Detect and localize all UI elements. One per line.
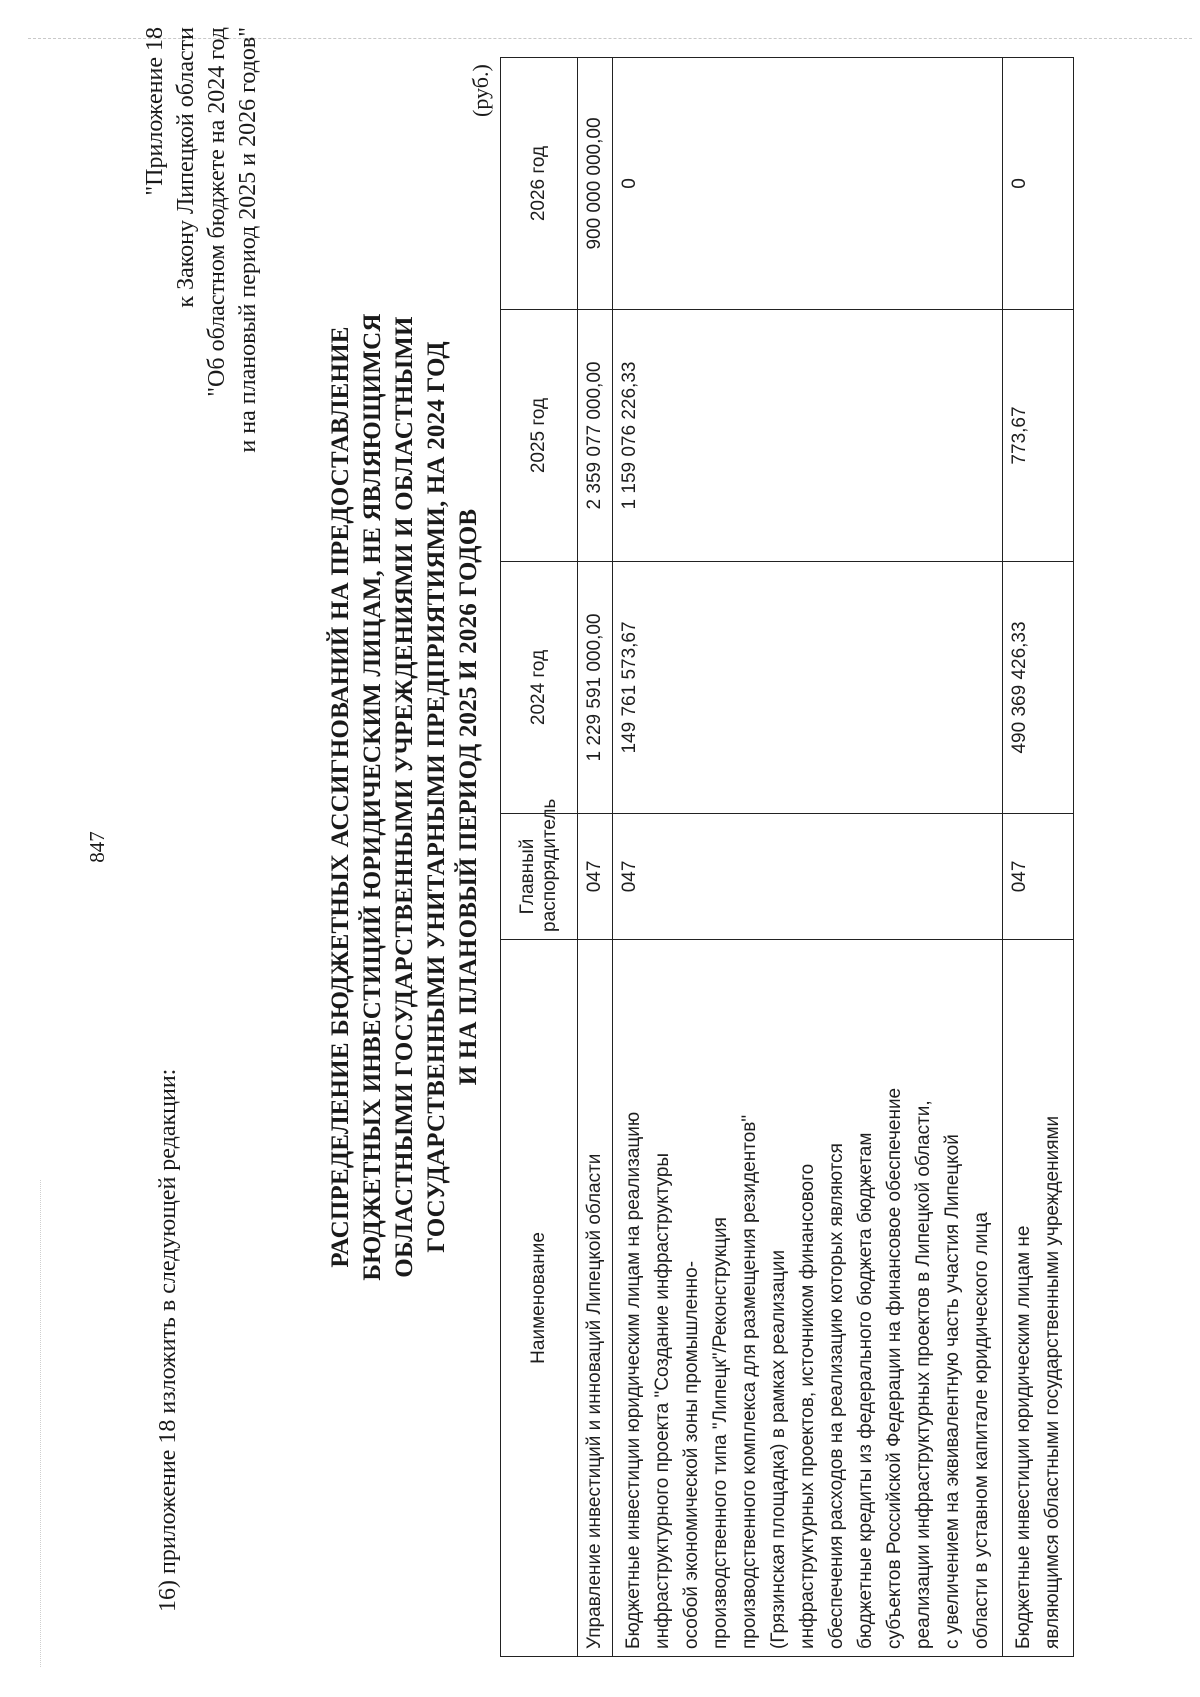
cell-2026: 0 (613, 58, 1003, 310)
cell-2026: 0 (1003, 58, 1074, 310)
header-grbs: Главный распорядитель (501, 813, 578, 939)
header-name: Наименование (501, 939, 578, 1656)
cell-name: Управление инвестиций и инноваций Липецкой области (578, 939, 613, 1656)
cell-grbs: 047 (578, 813, 613, 939)
document-title (325, 197, 485, 1397)
title-line: И НА ПЛАНОВЫЙ ПЕРИОД 2025 И 2026 ГОДОВ (455, 508, 482, 1086)
title-line: БЮДЖЕТНЫХ ИНВЕСТИЦИЙ ЮРИДИЧЕСКИМ ЛИЦАМ, НЕ ЯВЛЯЮЩИМСЯ (359, 313, 386, 1281)
title-line: ГОСУДАРСТВЕННЫМИ УНИТАРНЫМИ ПРЕДПРИЯТИЯМИ, НА 2024 ГОД (423, 341, 450, 1253)
cell-2025: 1 159 076 226,33 (613, 310, 1003, 562)
appendix-line: и на плановый период 2025 и 2026 годов" (235, 27, 261, 453)
cell-2024: 490 369 426,33 (1003, 561, 1074, 813)
appendix-line: "Об областном бюджете на 2024 год (204, 27, 230, 397)
table-row (613, 58, 1003, 1657)
cell-name: Бюджетные инвестиции юридическим лицам не являющимся областными государственными учреждениями (1003, 939, 1074, 1656)
table-row (578, 58, 613, 1657)
currency-unit: (руб.) (468, 64, 493, 117)
cell-2024: 1 229 591 000,00 (578, 561, 613, 813)
table-header-row (501, 58, 578, 1657)
title-line: ОБЛАСТНЫМИ ГОСУДАРСТВЕННЫМИ УЧРЕЖДЕНИЯМИ И ОБЛАСТНЫМИ (391, 316, 418, 1278)
appendix-header (140, 27, 264, 597)
header-2024: 2024 год (501, 561, 578, 813)
cell-name: Бюджетные инвестиции юридическим лицам на реализацию инфраструктурного проекта "Создание инфраструктуры особой экономической зоны промышленно- производственного типа "Липецк"/Реконструкция производственного комплекса для размещения резидентов" (Грязинская площадка) в рамках реализации инфраструктурных проектов, источником финансового обеспечения расходов на реализацию которых являются бюджетные кредиты из федерального бюджета бюджетам субъектов Российской Федерации на финансовое обеспечение реализации инфраструктурных проектов в Липецкой области, с увеличением на эквивалентную часть участия Липецкой области в уставном капитале юридического лица (613, 939, 1003, 1656)
intro-text: 16) приложение 18 изложить в следующей редакции: (155, 1068, 181, 1612)
cell-2025: 2 359 077 000,00 (578, 310, 613, 562)
table-row (1003, 58, 1074, 1657)
header-2026: 2026 год (501, 58, 578, 310)
cell-2025: 773,67 (1003, 310, 1074, 562)
cell-2026: 900 000 000,00 (578, 58, 613, 310)
allocation-table (500, 57, 1074, 1657)
appendix-line: к Закону Липецкой области (173, 27, 199, 308)
header-2025: 2025 год (501, 310, 578, 562)
cell-grbs: 047 (613, 813, 1003, 939)
appendix-line: "Приложение 18 (142, 27, 168, 196)
title-line: РАСПРЕДЕЛЕНИЕ БЮДЖЕТНЫХ АССИГНОВАНИЙ НА ПРЕДОСТАВЛЕНИЕ (327, 326, 354, 1268)
page-number: 847 (85, 831, 109, 863)
cell-grbs: 047 (1003, 813, 1074, 939)
cell-2024: 149 761 573,67 (613, 561, 1003, 813)
